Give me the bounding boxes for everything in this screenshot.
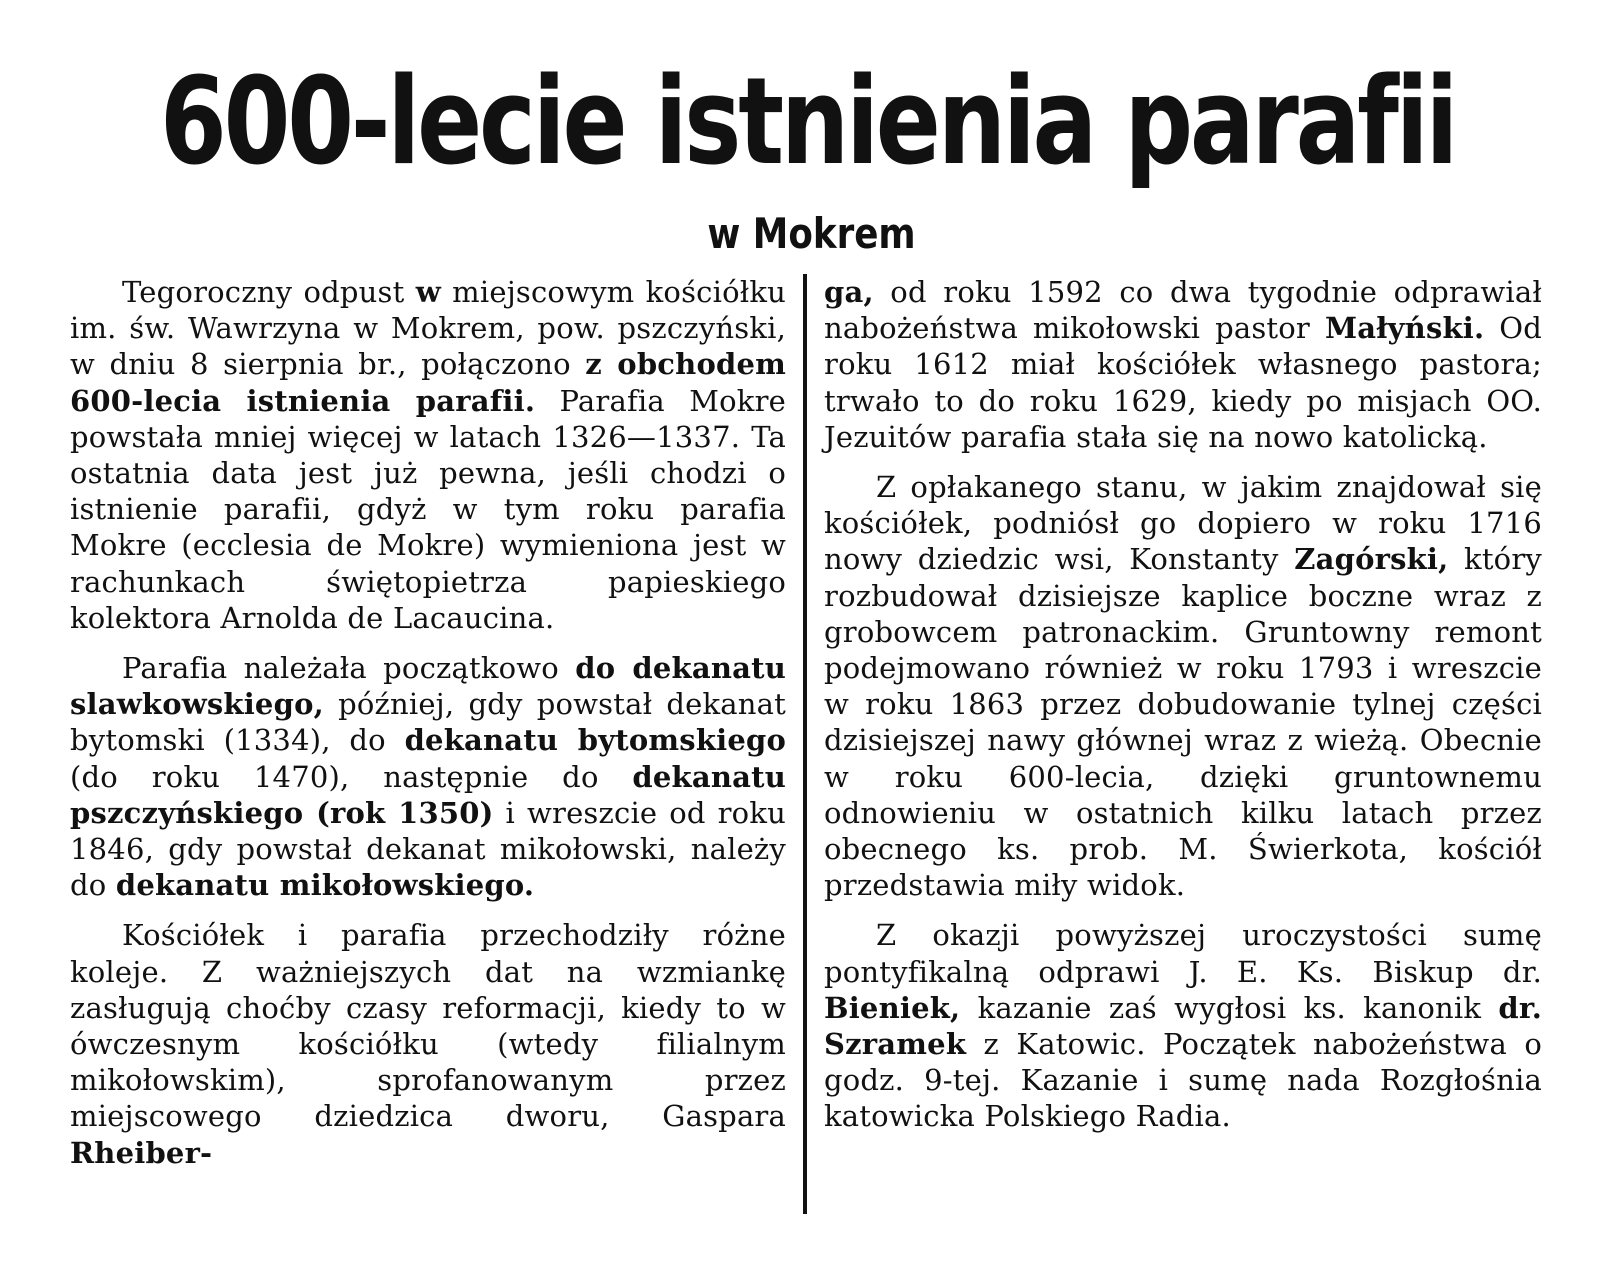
bold-text: dekanatu mikołowskiego. (115, 868, 535, 903)
bold-text: Małyński. (1324, 311, 1485, 346)
body-text: (do roku 1470), następnie do (70, 759, 633, 794)
body-text: Z opłakanego stanu, w jakim znajdował się kościółek, podniósł go dopiero w roku 1716 nowy dziedzic wsi, Konstanty (824, 470, 1542, 577)
bold-text: dekanatu bytomskiego (404, 723, 786, 758)
body-text: od roku 1592 co dwa tygodnie odprawiał nabożeństwa mikołowski pastor (824, 275, 1542, 346)
bold-text: ga, (824, 275, 874, 309)
body-text: Z okazji powyższej uroczystości sumę pontyfikalną odprawi J. E. Ks. Biskup dr. (824, 918, 1542, 989)
article-paragraph (824, 469, 1542, 903)
bold-text: Rheiber- (70, 1135, 213, 1170)
article-paragraph (70, 274, 786, 636)
body-text: i wreszcie od roku 1846, gdy powstał dekanat mikołowski, należy do (70, 795, 786, 903)
bold-text: do dekanatu slawkowskiego, (70, 651, 786, 722)
bold-text: Bieniek, (824, 990, 961, 1025)
body-text: później, gdy powstał dekanat bytomski (1334), do (70, 687, 786, 758)
body-text: który rozbudował dzisiejsze kaplice boczne wraz z grobowcem patronackim. Gruntowny remont podejmowano również w roku 1793 i wreszcie w roku 1863 przez dobudowanie tylnej części dzisiejszej nawy głównej wraz z wieżą. Obecnie w roku 600-lecia, dzięki gruntownemu odnowieniu w ostatnich kilku latach przez obecnego ks. prob. M. Świerkota, kościół przedstawia miły widok. (824, 542, 1542, 903)
article-column-right (824, 274, 1542, 1135)
bold-text: z obchodem 600-lecia istnienia parafii. (70, 347, 786, 418)
article-paragraph (70, 917, 786, 1170)
body-text: Tegoroczny odpust (122, 275, 416, 309)
article-paragraph (70, 650, 786, 903)
article-paragraph (824, 917, 1542, 1134)
bold-text: dekanatu pszczyńskiego (rok 1350) (70, 759, 786, 830)
bold-text: Zagórski, (1294, 542, 1449, 577)
body-text: Parafia Mokre powstała mniej więcej w latach 1326—1337. Ta ostatnia data jest już pewna, jeśli chodzi o istnienie parafii, gdyż w tym roku parafia Mokre (ecclesia de Mokre) wymieniona jest w rachunkach świętopietrza papieskiego kolektora Arnolda de Lacaucina. (70, 383, 786, 635)
body-text: Od roku 1612 miał kościółek własnego pastora; trwało to do roku 1629, kiedy po misjach OO. Jezuitów parafia stała się na nowo katolicką. (824, 311, 1542, 454)
body-text: kazanie zaś wygłosi ks. kanonik (960, 990, 1499, 1025)
body-text: Kościółek i parafia przechodziły różne koleje. Z ważniejszych dat na wzmiankę zasługują choćby czasy reformacji, kiedy to w ówczesnym kościółku (wtedy filialnym mikołowskim), sprofanowanym przez miejscowego dziedzica dworu, Gaspara (70, 918, 786, 1134)
subheadline: w Mokrem (707, 209, 916, 258)
article-paragraph (824, 274, 1542, 455)
article-column-left (70, 274, 786, 1171)
body-text: Parafia należała początkowo (122, 651, 576, 686)
headline: 600-lecie istnienia parafii (160, 53, 1456, 192)
bold-text: dr. Szramek (824, 990, 1542, 1062)
body-text: z Katowic. Początek nabożeństwa o godz. 9-tej. Kazanie i sumę nada Rozgłośnia katowicka Polskiego Radia. (824, 1027, 1542, 1134)
column-divider (803, 274, 807, 1214)
bold-text: w (415, 275, 441, 309)
body-text: miejscowym kościółku im. św. Wawrzyna w Mokrem, pow. pszczyński, w dniu 8 sierpnia br., połączono (70, 275, 786, 382)
